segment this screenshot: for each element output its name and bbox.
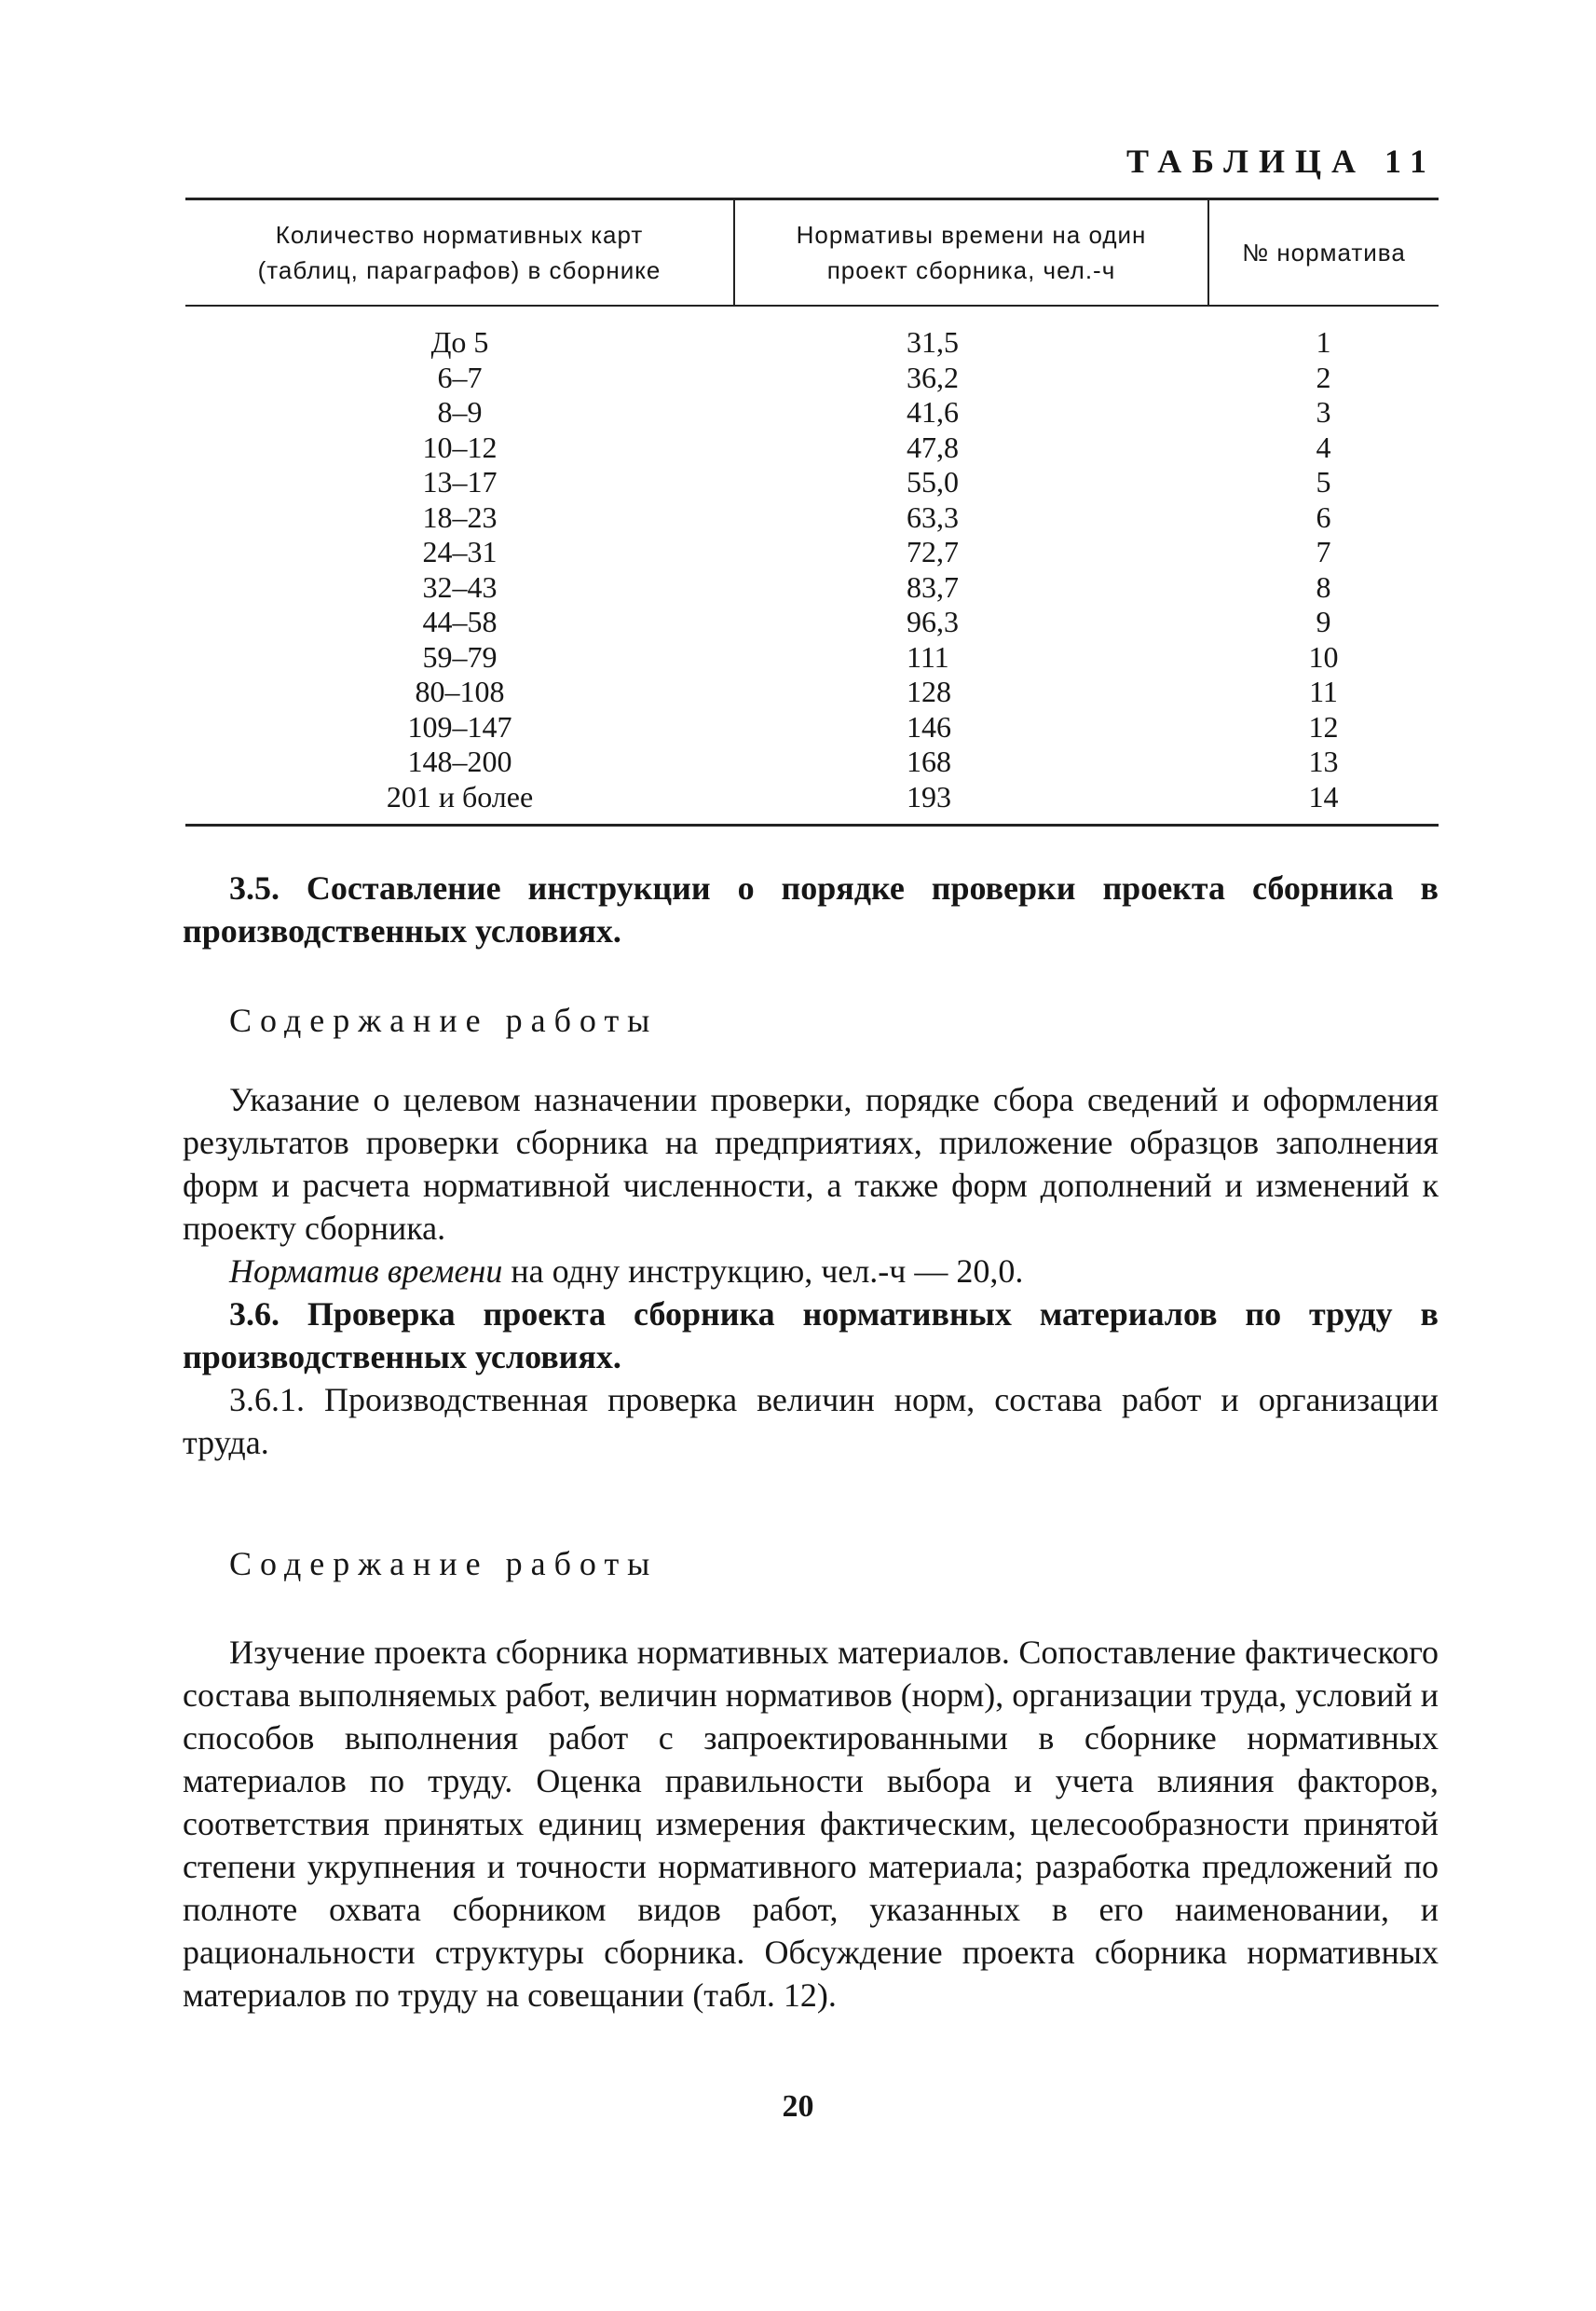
norms-table: [185, 198, 1439, 827]
cell-time-norm: 72,7: [907, 535, 959, 568]
cell-norm-number: 1: [1316, 325, 1331, 359]
table-row: [185, 306, 1439, 361]
cell-norm-number: 14: [1208, 780, 1439, 826]
header-norm-number: № норматива: [1208, 199, 1439, 307]
cell-range: 24–31: [422, 535, 498, 568]
cell-range: 18–23: [422, 499, 498, 534]
table-row: [185, 395, 1439, 431]
cell-range: До 5: [430, 325, 489, 359]
cell-norm-number: 4: [1316, 430, 1331, 464]
cell-range: 6–7: [437, 360, 483, 394]
table-row: [185, 570, 1439, 606]
time-norm-line: [183, 1250, 1439, 1292]
table-row: [185, 535, 1439, 570]
time-norm-label: Норматив времени: [229, 1252, 503, 1290]
time-norm-value: на одну инструкцию, чел.-ч — 20,0.: [502, 1252, 1024, 1290]
table-row: [185, 605, 1439, 640]
table-row: [185, 780, 1439, 826]
cell-norm-number: 8: [1316, 569, 1331, 604]
cell-time-norm: 193: [734, 780, 1208, 826]
cell-time-norm: 83,7: [907, 569, 959, 604]
table-row: [185, 361, 1439, 396]
cell-time-norm: 146: [907, 709, 951, 744]
page-number: 20: [782, 2089, 814, 2124]
table-caption: ТАБЛИЦА 11: [1126, 143, 1437, 180]
section-3-5-paragraph: Указание о целевом назначении проверки, порядке сбора сведений и оформления результатов проверки сборника на предприятиях, приложение образцов заполнения форм и расчета нормативной численности, а также форм дополнений и изменений к проекту сборника.: [183, 1081, 1439, 1247]
cell-norm-number: 3: [1316, 395, 1331, 429]
norms-table-container: [185, 198, 1439, 827]
cell-norm-number: 12: [1308, 709, 1339, 744]
table-header-row: [185, 199, 1439, 307]
content-heading-2-text: Содержание работы: [229, 1545, 659, 1582]
table-row: [185, 675, 1439, 710]
cell-range: 148–200: [407, 745, 512, 778]
cell-norm-number: 11: [1309, 675, 1338, 708]
content-heading-2: [183, 1542, 1439, 1585]
cell-time-norm: 111: [907, 639, 949, 674]
cell-norm-number: 7: [1316, 535, 1331, 568]
cell-range: 13–17: [422, 465, 498, 499]
section-3-5-body: [183, 1078, 1439, 1464]
cell-time-norm: 168: [907, 745, 951, 778]
cell-range: 201 и более: [185, 780, 734, 826]
cell-time-norm: 31,5: [907, 325, 959, 359]
cell-range: 10–12: [422, 430, 498, 464]
cell-norm-number: 9: [1316, 605, 1331, 638]
cell-norm-number: 6: [1316, 499, 1331, 534]
section-3-6-1-body: [183, 1631, 1439, 2017]
cell-time-norm: 63,3: [907, 499, 959, 534]
table-row: [185, 500, 1439, 536]
table-row: [185, 710, 1439, 745]
cell-norm-number: 2: [1316, 360, 1331, 394]
header-cards-count: Количество нормативных карт (таблиц, параграфов) в сборнике: [185, 199, 734, 307]
content-heading-1: [183, 999, 1439, 1042]
cell-range: 80–108: [415, 675, 505, 708]
cell-norm-number: 13: [1308, 745, 1339, 778]
section-3-6-title: 3.6. Проверка проекта сборника нормативных материалов по труду в производственных условиях.: [183, 1295, 1439, 1375]
table-row: [185, 745, 1439, 780]
content-heading-1-text: Содержание работы: [229, 1002, 659, 1039]
cell-norm-number: 10: [1308, 639, 1339, 674]
section-3-5-title: 3.5. Составление инструкции о порядке проверки проекта сборника в производственных условиях.: [183, 869, 1439, 950]
cell-time-norm: 36,2: [907, 360, 959, 394]
cell-time-norm: 96,3: [907, 605, 959, 638]
cell-time-norm: 47,8: [907, 430, 959, 464]
cell-time-norm: 55,0: [907, 465, 959, 499]
section-3-6-1-paragraph: Изучение проекта сборника нормативных материалов. Сопоставление фактического состава выполняемых работ, величин нормативов (норм), организации труда, условий и способов выполнения работ с запроектированными в сборнике нормативных материалов по труду. Оценка правильности выбора и учета влияния факторов, соответствия принятых единиц измерения фактическим, целесообразности принятой степени укрупнения и точности нормативного материала; разработка предложений по полноте охвата сборником видов работ, указанных в его наименовании, и рациональности структуры сборника. Обсуждение проекта сборника нормативных материалов по труду на совещании (табл. 12).: [183, 1634, 1439, 2014]
cell-range: 59–79: [422, 639, 498, 674]
header-time-norms: Нормативы времени на один проект сборника, чел.-ч: [734, 199, 1208, 307]
cell-range: 109–147: [407, 709, 512, 744]
cell-time-norm: 41,6: [907, 395, 959, 429]
cell-norm-number: 5: [1316, 465, 1331, 499]
table-row: [185, 640, 1439, 676]
cell-time-norm: 128: [907, 675, 951, 708]
table-row: [185, 431, 1439, 466]
cell-range: 8–9: [437, 395, 483, 429]
table-row: [185, 465, 1439, 500]
table-body: [185, 306, 1439, 826]
cell-range: 32–43: [422, 569, 498, 604]
section-3-5: [183, 867, 1439, 952]
section-3-6-1-title: 3.6.1. Производственная проверка величин норм, состава работ и организации труда.: [183, 1381, 1439, 1461]
cell-range: 44–58: [422, 605, 498, 638]
